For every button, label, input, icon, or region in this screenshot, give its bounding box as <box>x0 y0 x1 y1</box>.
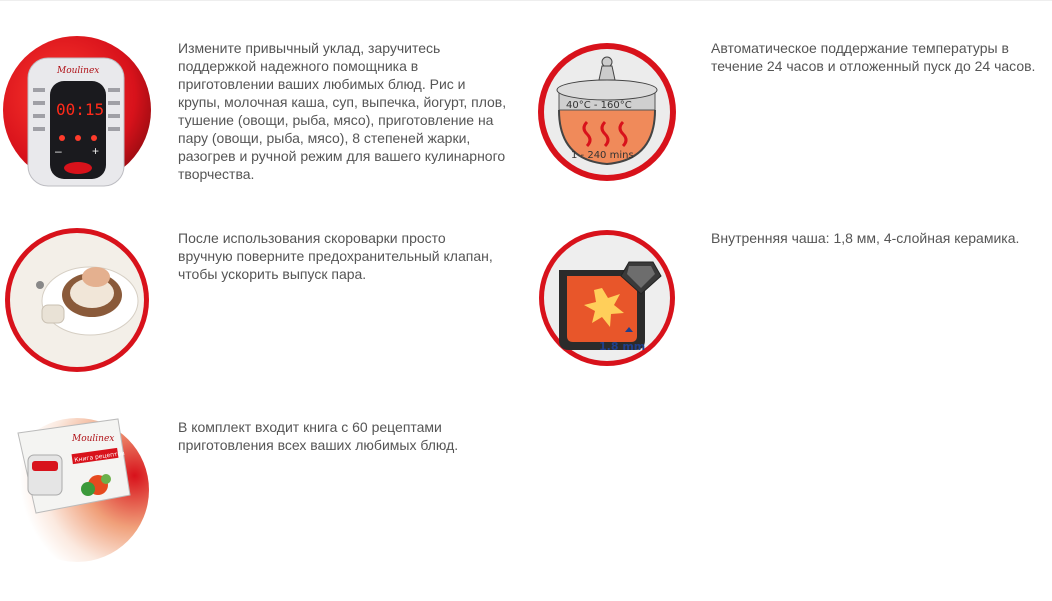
feature-text-valve: После использования скороварки просто вручную поверните предохранительный клапан, чтобы ускорить выпуск пара. <box>178 230 493 282</box>
panel-display-text: 00:15 <box>56 100 105 119</box>
book-brand-text: Moulinex <box>72 434 115 444</box>
feature-text-bowl: Внутренняя чаша: 1,8 мм, 4-слойная керамика. <box>711 230 1020 246</box>
feature-text-temperature: Автоматическое поддержание температуры в течение 24 часов и отложенный пуск до 24 часов. <box>711 40 1036 74</box>
svg-text:+: + <box>92 144 100 158</box>
time-range-text: 1 - 240 mins <box>571 150 634 161</box>
pressure-valve-icon <box>2 225 152 375</box>
temperature-pot-icon <box>535 40 685 190</box>
recipe-book-icon <box>2 415 152 565</box>
feature-text-control-panel: Измените привычный уклад, заручитесь поддержкой надежного помощника в приготовлении ваших любимых блюд. Рис и крупы, молочная каша, суп, выпечка, йогурт, плов, тушение (овощи, рыба, мясо), приготовление на пару (овощи, рыба, мясо), 8 степеней жарки, разогрев и ручной режим для вашего кулинарного творчества. <box>178 40 507 182</box>
book-title-text: Книга рецептов <box>73 449 126 464</box>
cooker-control-panel-icon <box>0 33 150 183</box>
bowl-thickness-label: 1.8 mm <box>599 340 646 353</box>
feature-text-recipe-book: В комплект входит книга с 60 рецептами приготовления всех ваших любимых блюд. <box>178 419 459 453</box>
panel-brand-text: Moulinex <box>57 66 100 76</box>
svg-text:–: – <box>55 144 62 158</box>
inner-bowl-icon <box>537 228 687 378</box>
top-divider <box>0 0 1052 1</box>
temp-range-text: 40°C - 160°C <box>566 100 632 111</box>
